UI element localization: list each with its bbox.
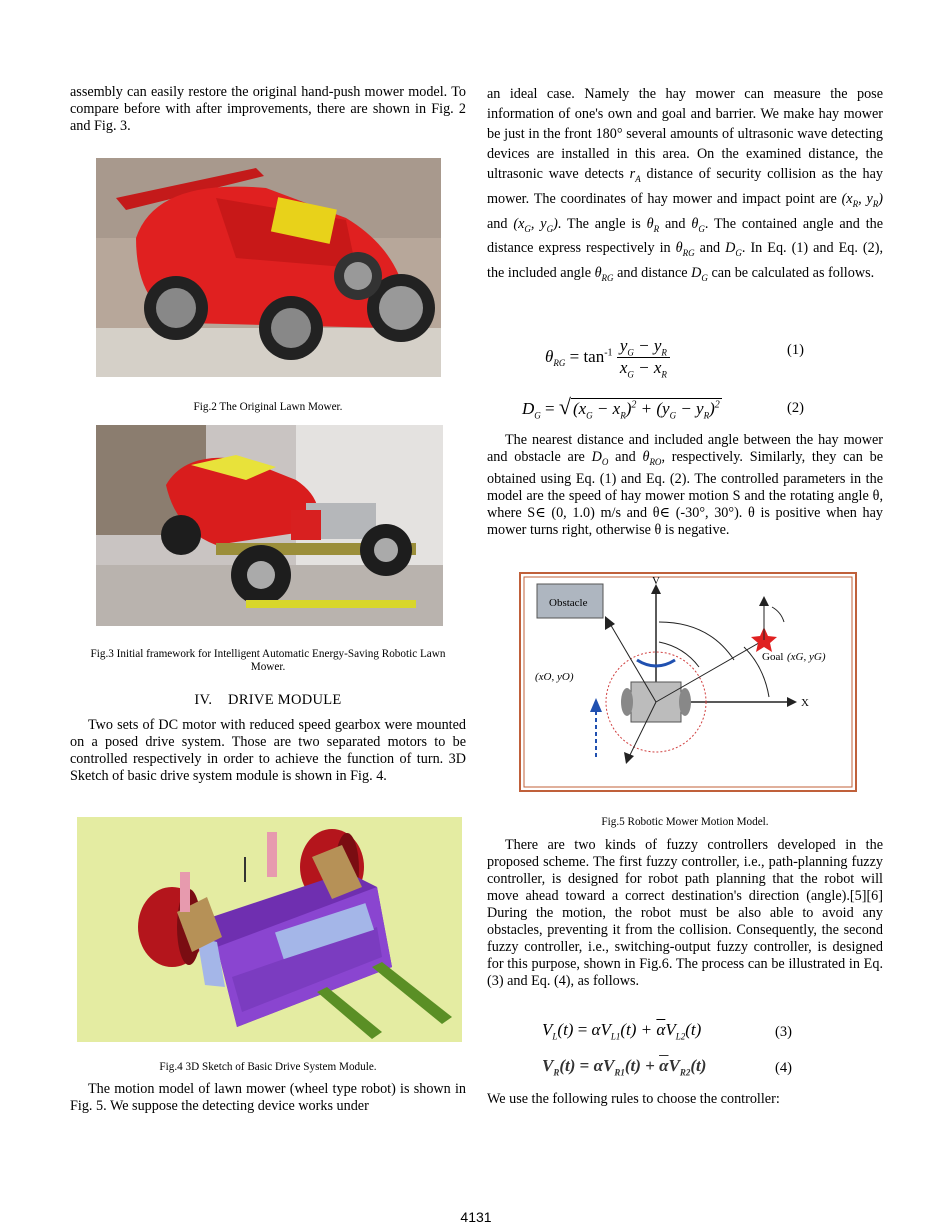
right-p1-text-e: and <box>665 215 686 232</box>
equation-3-number: (3) <box>775 1024 792 1040</box>
left-paragraph-2: Two sets of DC motor with reduced speed gearbox were mounted on a posed drive system. Those are two separated motors to be controlled respectively in order to achieve the function of turn. 3D Sketch of basic drive system module is shown in Fig. 4. <box>70 717 466 784</box>
right-p1-text-f: . The contained angle and the distance express respectively in <box>487 215 884 257</box>
right-p2-text-a: The nearest distance and included angle between the hay mower and obstacle are <box>487 432 883 465</box>
right-p1-text-a: an ideal case. Namely the hay mower can measure the pose information of one's own and goal and barrier. We make hay mower be just in the front 180° several amounts of ultrasonic wave detecting devices are installed in this area. On the examined distance, the ultrasonic wave detects <box>487 86 883 182</box>
right-p1-text-g: and <box>699 240 721 257</box>
right-p1-text-b: distance of security collision as the hay mower. The coordinates of hay mower and impact point are <box>487 166 883 207</box>
equation-4: $V_R(t) = \alpha V_{R1}(t) + \overline{\alpha}V_{R2}(t)$ <box>542 1056 707 1078</box>
fig5-v-axis-label: V <box>652 575 660 587</box>
section-heading-drive-module: IV. DRIVE MODULE <box>194 692 342 708</box>
math-dg-2: $D_G$ <box>691 265 708 284</box>
fig5-goal-coords: (xG, yG) <box>787 651 826 663</box>
math-theta-ro: $\theta_{RO}$ <box>642 449 662 467</box>
math-theta-rg: $\theta_{RG}$ <box>675 240 695 259</box>
fig3-caption: Fig.3 Initial framework for Intelligent Automatic Energy-Saving Robotic Lawn Mower. <box>90 648 446 673</box>
right-p1-text-h: . In Eq. (1) and Eq. (2), the included angle <box>487 240 884 282</box>
fig5-motion-model-diagram <box>519 572 857 792</box>
page-number: 4131 <box>460 1209 492 1225</box>
right-column <box>487 84 883 288</box>
math-theta-g: $\theta_G$ <box>691 215 705 234</box>
fig5-obstacle-coords: (xO, yO) <box>535 671 574 683</box>
math-theta-rg-2: $\theta_{RG}$ <box>594 265 614 284</box>
math-xr-yr: ($x_R$, $y_R$) <box>841 190 883 209</box>
equation-2: $D_G$ = √ $(x_G - x_R)^2 + (y_G - y_R)^2$ <box>522 394 720 421</box>
right-paragraph-3-block <box>487 837 883 990</box>
math-theta-r: $\theta_R$ <box>646 215 660 234</box>
left-column <box>70 84 466 135</box>
right-p1-text-c: and <box>487 215 508 232</box>
equation-2-number: (2) <box>787 400 804 416</box>
fig5-goal-label: Goal <box>762 651 784 663</box>
math-r-a: $r_A$ <box>629 166 641 184</box>
right-paragraph-3: There are two kinds of fuzzy controllers developed in the proposed scheme. The first fuzzy controller, i.e., path-planning fuzzy controller, is designed for robot path planning that the robot will move ahead toward a correct destination's direction (angle).[5][6] During the motion, the robot must be also able to avoid any obstacles, preventing it from the collision. Consequently, the second fuzzy controller, i.e., switching-output fuzzy controller, is designed for this purpose, shown in Fig.6. The process can be illustrated in Eq. (3) and Eq. (4), as follows. <box>487 837 883 989</box>
right-p2-text-c: , respectively. Similarly, they can be obtained using Eq. (1) and Eq. (2). The controlled parameters in the model are the speed of hay mower motion S and the rotating angle θ, where S∈ (0, 1.0) m/s and θ∈ (-30°, 30°). θ is positive when hay mower turns right, otherwise θ is negative. <box>487 449 883 538</box>
math-do: $D_O$ <box>591 449 609 467</box>
fig3-robotic-mower-photo <box>96 425 443 626</box>
equation-1-number: (1) <box>787 342 804 358</box>
left-paragraph-2-block <box>70 717 466 785</box>
right-paragraph-4: We use the following rules to choose the controller: <box>487 1091 780 1107</box>
right-paragraph-4-block <box>487 1091 883 1108</box>
right-p1-text-j: can be calculated as follows. <box>711 265 875 282</box>
right-p2-text-b: and <box>615 449 636 465</box>
equation-4-number: (4) <box>775 1060 792 1076</box>
left-paragraph-3: The motion model of lawn mower (wheel type robot) is shown in Fig. 5. We suppose the detecting device works under <box>70 1081 466 1114</box>
fig5-x-axis-label: X <box>801 697 809 709</box>
right-paragraph-2-block <box>487 432 883 539</box>
fig2-lawn-mower-photo <box>96 158 441 377</box>
fig4-caption: Fig.4 3D Sketch of Basic Drive System Module. <box>159 1061 377 1073</box>
right-paragraph-2 <box>487 432 883 539</box>
right-p1-text-i: and distance <box>617 265 688 282</box>
right-p1-text-d: . The angle is <box>557 215 641 232</box>
math-dg: $D_G$ <box>725 240 742 259</box>
left-paragraph-1: assembly can easily restore the original hand-push mower model. To compare before with after improvements, there are shown in Fig. 2 and Fig. 3. <box>70 84 466 134</box>
left-paragraph-3-block <box>70 1081 466 1115</box>
fig5-caption: Fig.5 Robotic Mower Motion Model. <box>601 816 769 828</box>
fig4-3d-sketch <box>77 817 462 1042</box>
math-xg-yg: ($x_G$, $y_G$) <box>513 215 558 234</box>
fig5-obstacle-label: Obstacle <box>549 597 588 609</box>
fig2-caption: Fig.2 The Original Lawn Mower. <box>193 401 343 413</box>
equation-3: $V_L(t) = \alpha V_{L1}(t) + \overline{\alpha}V_{L2}(t)$ <box>542 1020 702 1042</box>
equation-1: $\theta_{RG} = \tan^{-1}$ $\frac{y_G - y_R}{x_G - x_R}$ <box>545 336 670 380</box>
right-paragraph-1 <box>487 84 883 288</box>
